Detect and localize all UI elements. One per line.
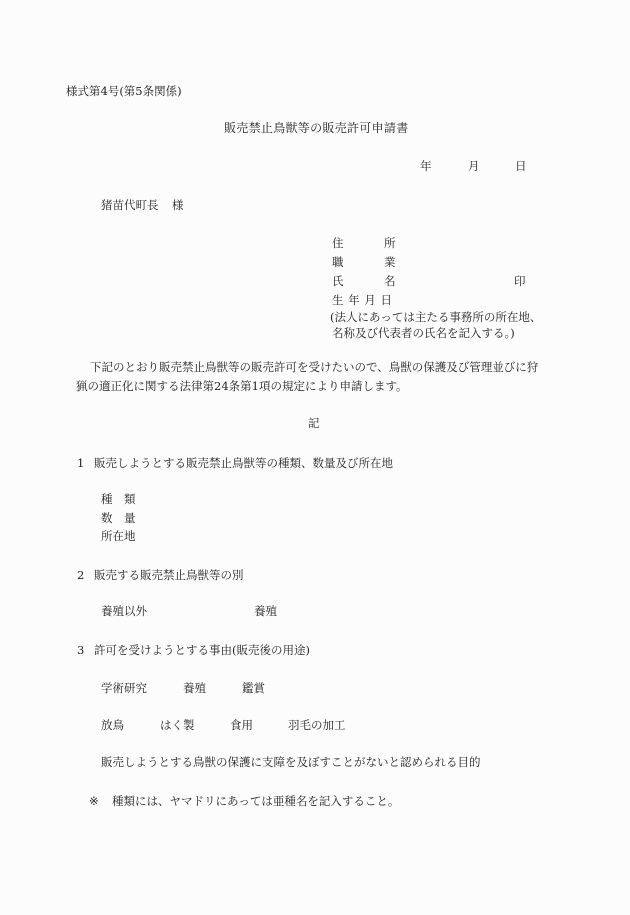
occupation-label-char-2: 業 xyxy=(384,255,396,269)
name-label-char-1: 氏 xyxy=(332,274,344,288)
item-quantity-label: 数 量 xyxy=(101,511,136,525)
purpose-release: 放鳥 xyxy=(101,718,124,732)
section-2-number: 2 xyxy=(77,568,85,582)
occupation-label-char-1: 職 xyxy=(332,255,344,269)
section-1-heading: 販売しようとする販売禁止鳥獣等の種類、数量及び所在地 xyxy=(94,456,393,470)
section-1-number: 1 xyxy=(77,456,85,470)
ki-heading: 記 xyxy=(308,416,320,430)
item-location-label: 所在地 xyxy=(101,529,136,543)
purpose-academic-research: 学術研究 xyxy=(101,681,147,695)
footnote-text: 種類には、ヤマドリにあっては亜種名を記入すること。 xyxy=(112,794,400,808)
seal-label: 印 xyxy=(514,274,526,288)
year-label: 年 xyxy=(420,159,432,173)
purpose-feather-processing: 羽毛の加工 xyxy=(288,718,346,732)
corporation-note-line-1: (法人にあっては主たる事務所の所在地、 xyxy=(330,310,542,324)
month-label: 月 xyxy=(468,159,480,173)
purpose-food: 食用 xyxy=(230,718,253,732)
address-label-char-1: 住 xyxy=(332,236,344,250)
address-label-char-2: 所 xyxy=(384,236,396,250)
statement-line-1: 下記のとおり販売禁止鳥獣等の販売許可を受けたいので、鳥獣の保護及び管理並びに狩 xyxy=(90,360,539,374)
purpose-breeding: 養殖 xyxy=(183,681,206,695)
item-type-label: 種 類 xyxy=(101,492,136,506)
corporation-note-line-2: 名称及び代表者の氏名を記入する。) xyxy=(332,326,515,340)
purpose-taxidermy: はく製 xyxy=(160,718,195,732)
footnote-mark: ※ xyxy=(89,794,99,808)
name-label-char-2: 名 xyxy=(384,274,396,288)
day-label: 日 xyxy=(515,159,527,173)
section-2-heading: 販売する販売禁止鳥獣等の別 xyxy=(94,568,244,582)
birthdate-label: 生 年 月 日 xyxy=(332,293,392,307)
document-title: 販売禁止鳥獣等の販売許可申請書 xyxy=(224,121,409,135)
statement-line-2: 猟の適正化に関する法律第24条第1項の規定により申請します。 xyxy=(76,379,408,393)
section-3-number: 3 xyxy=(77,643,85,657)
purpose-other-conservation: 販売しようとする鳥獣の保護に支障を及ぼすことがないと認められる目的 xyxy=(101,755,481,769)
option-non-farmed: 養殖以外 xyxy=(101,604,147,618)
form-number: 様式第4号(第5条関係) xyxy=(66,84,182,98)
option-farmed: 養殖 xyxy=(254,604,277,618)
section-3-heading: 許可を受けようとする事由(販売後の用途) xyxy=(94,643,310,657)
purpose-viewing: 鑑賞 xyxy=(242,681,265,695)
addressee-honorific: 様 xyxy=(172,198,184,212)
addressee-name: 猪苗代町長 xyxy=(101,198,159,212)
